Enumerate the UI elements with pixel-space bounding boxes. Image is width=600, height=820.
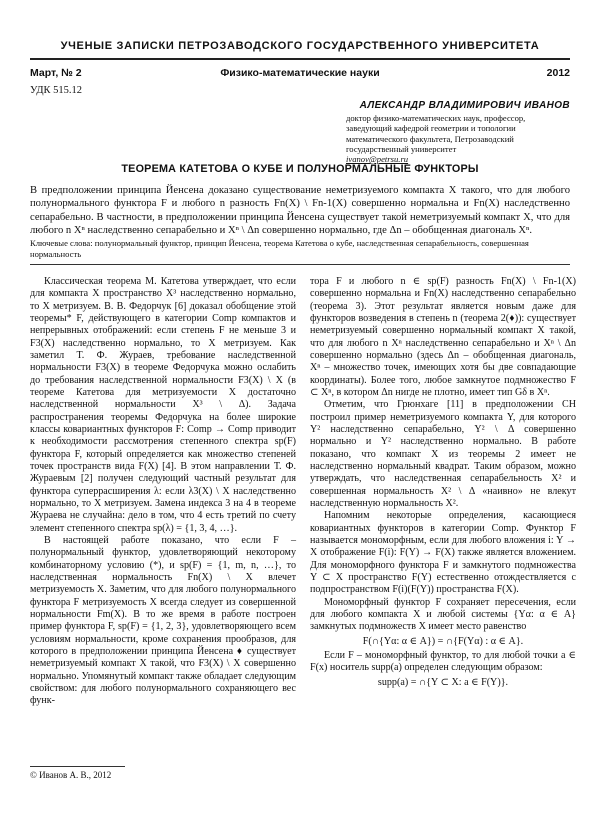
author-affiliation: доктор физико-математических наук, профессор, заведующий кафедрой геометрии и топологии математического факультета, Петрозаводский государственный университет (346, 113, 526, 154)
author-email[interactable]: ivanov@petrsu.ru (346, 154, 409, 165)
author-name: АЛЕКСАНДР ВЛАДИМИРОВИЧ ИВАНОВ (359, 100, 570, 111)
formula: F(∩{Yα: α ∈ A}) = ∩{F(Yα) : α ∈ A}. (362, 635, 524, 647)
body-column-right (310, 276, 576, 691)
paragraph: Классическая теорема М. Катетова утверждает, что если для компакта X пространство X³ наследственно нормально, то X метризуем. В. В. Федорчук [6] доказал обобщение этой теоремы* F, действующего в категории Comp компактов и непрерывных отображений: если степень F не меньше 3 и F3(X) наследственно нормально, то X метризуем. Как заметил Т. Ф. Жураев, требование наследственной нормальности F3(X) в теореме Федорчука можно ослабить до требования наследственной нормальности F3(X) \ X (в теореме Катетова для метризуемости X достаточно наследственной нормальности X³ \ Δ). Задача распространения теоремы Федорчука на более широкие классы ковариантных функторов F: Comp → Comp приводит к необходимости рассмотрения степенного спектра sp(F) функтора F, который определяется как множество степеней точек пространств вида F(X) [4]. В этом направлении Т. Ф. Жураевым [2] получен следующий частный результат для функтора суперрасширения λ: если λ3(X) \ X наследственно нормально, то X метризуем. Замена индекса 3 на 4 в теореме Жураева не случайна: дело в том, что 4 есть третий по счету элемент степенного спектра sp(λ) = {1, 3, 4, …}. (30, 276, 296, 534)
formula: supp(a) = ∩{Y ⊂ X: a ∈ F(Y)}. (377, 676, 509, 688)
footnote-rule (30, 766, 125, 767)
author-block (346, 101, 570, 164)
issue-line (30, 67, 570, 81)
journal-title: УЧЕНЫЕ ЗАПИСКИ ПЕТРОЗАВОДСКОГО ГОСУДАРСТВЕННОГО УНИВЕРСИТЕТА (60, 40, 540, 52)
paragraph: В настоящей работе показано, что если F – полунормальный функтор, удовлетворяющий некоторому комбинаторному условию (*), и sp(F) = {1, m, n, …}, то наследственная нормальность Fn(X) \ X влечет метризуемость X. Заметим, что для любого полунормального функтора F метризуемость X всегда следует из совершенной нормальности Fm(X). В то же время в работе построен пример функтора F, sp(F) = {1, 2, 3}, удовлетворяющего всем условиям нормальности, кроме сохранения прообразов, для которого в предположении принципа Йенсена ♦ существует неметризуемый компакт X такой, что F3(X) \ X совершенно нормально. Упомянутый компакт также обладает следующим свойством: для любого полунормального сохраняющего вес функ- (30, 534, 296, 707)
paragraph: Мономорфный функтор F сохраняет пересечения, если для любого компакта X и любой системы {Yα: α ∈ A} замкнутых подмножеств X имеет место равенство (310, 596, 576, 633)
header-rule (30, 58, 570, 60)
paper-title: ТЕОРЕМА КАТЕТОВА О КУБЕ И ПОЛУНОРМАЛЬНЫЕ ФУНКТОРЫ (121, 163, 479, 175)
paragraph: Напомним некоторые определения, касающиеся ковариантных функторов в категории Comp. Функтор F называется мономорфным, если для любого вложения i: Y → X отображение F(i): F(Y) → F(X) также является вложением. Для мономорфного функтора F и замкнутого подмножества Y ⊂ X пространство F(Y) естественно отождествляется с подпространством F(i)(F(Y)) пространства F(X). (310, 510, 576, 596)
paragraph: Если F – мономорфный функтор, то для любой точки a ∈ F(x) носитель supp(a) определен следующим образом: (310, 649, 576, 674)
issue-number: Март, № 2 (30, 67, 82, 79)
paragraph: Отметим, что Грюнхаге [11] в предположении CH построил пример неметризуемого компакта Y, для которого Y² наследственно сепарабельно, Y² \ Δ совершенно нормально и Y² наследственно нормально. В работе показано, что компакт X из теоремы 2 имеет не наследственно нормальный квадрат. Таким образом, можно утверждать, что наследственная сепарабельность X² и совершенная нормальность X² \ Δ «наивно» не влекут наследственную нормальность X². (310, 399, 576, 509)
copyright: © Иванов А. В., 2012 (30, 770, 112, 780)
keywords: Ключевые слова: полунормальный функтор, принцип Йенсена, теорема Катетова о кубе, наследственная сепарабельность, совершенная нормальность (30, 238, 529, 259)
udk-code: УДК 515.12 (30, 85, 83, 96)
section-name: Физико-математические науки (220, 67, 380, 79)
section-divider (30, 264, 570, 265)
paragraph: тора F и любого n ∈ sp(F) разность Fn(X) \ Fn-1(X) совершенно нормальна и Fn(X) наследственно сепарабельно (теорема 3). Этот результат является новым даже для функторов возведения в степень n (теорема 2(♦)): существует неметризуемый совершенно нормальный компакт X такой, что для любого n Xⁿ наследственно сепарабельно и Xⁿ \ Δn совершенно нормально (здесь Δn – обобщенная диагональ, Xⁿ – множество точек, имеющих хотя бы две совпадающие координаты). Более того, любое замкнутое подмножество F ⊂ Xⁿ, в котором Δn нигде не плотно, имеет тип Gδ в Xⁿ. (310, 276, 576, 398)
body-column-left (30, 276, 296, 707)
abstract: В предположении принципа Йенсена доказано существование неметризуемого компакта X такого, что для любого полунормального функтора F и любого n разность Fn(X) \ Fn-1(X) совершенно нормальна и Fn(X) наследственно сепарабельно. В частности, в предположении принципа Йенсена существует такой неметризуемый компакт X, что для любого n Xⁿ наследственно сепарабельно и Xⁿ \ Δn совершенно нормально, где Δn – обобщенная диагональ Xⁿ. (30, 185, 570, 236)
issue-year: 2012 (546, 67, 570, 79)
